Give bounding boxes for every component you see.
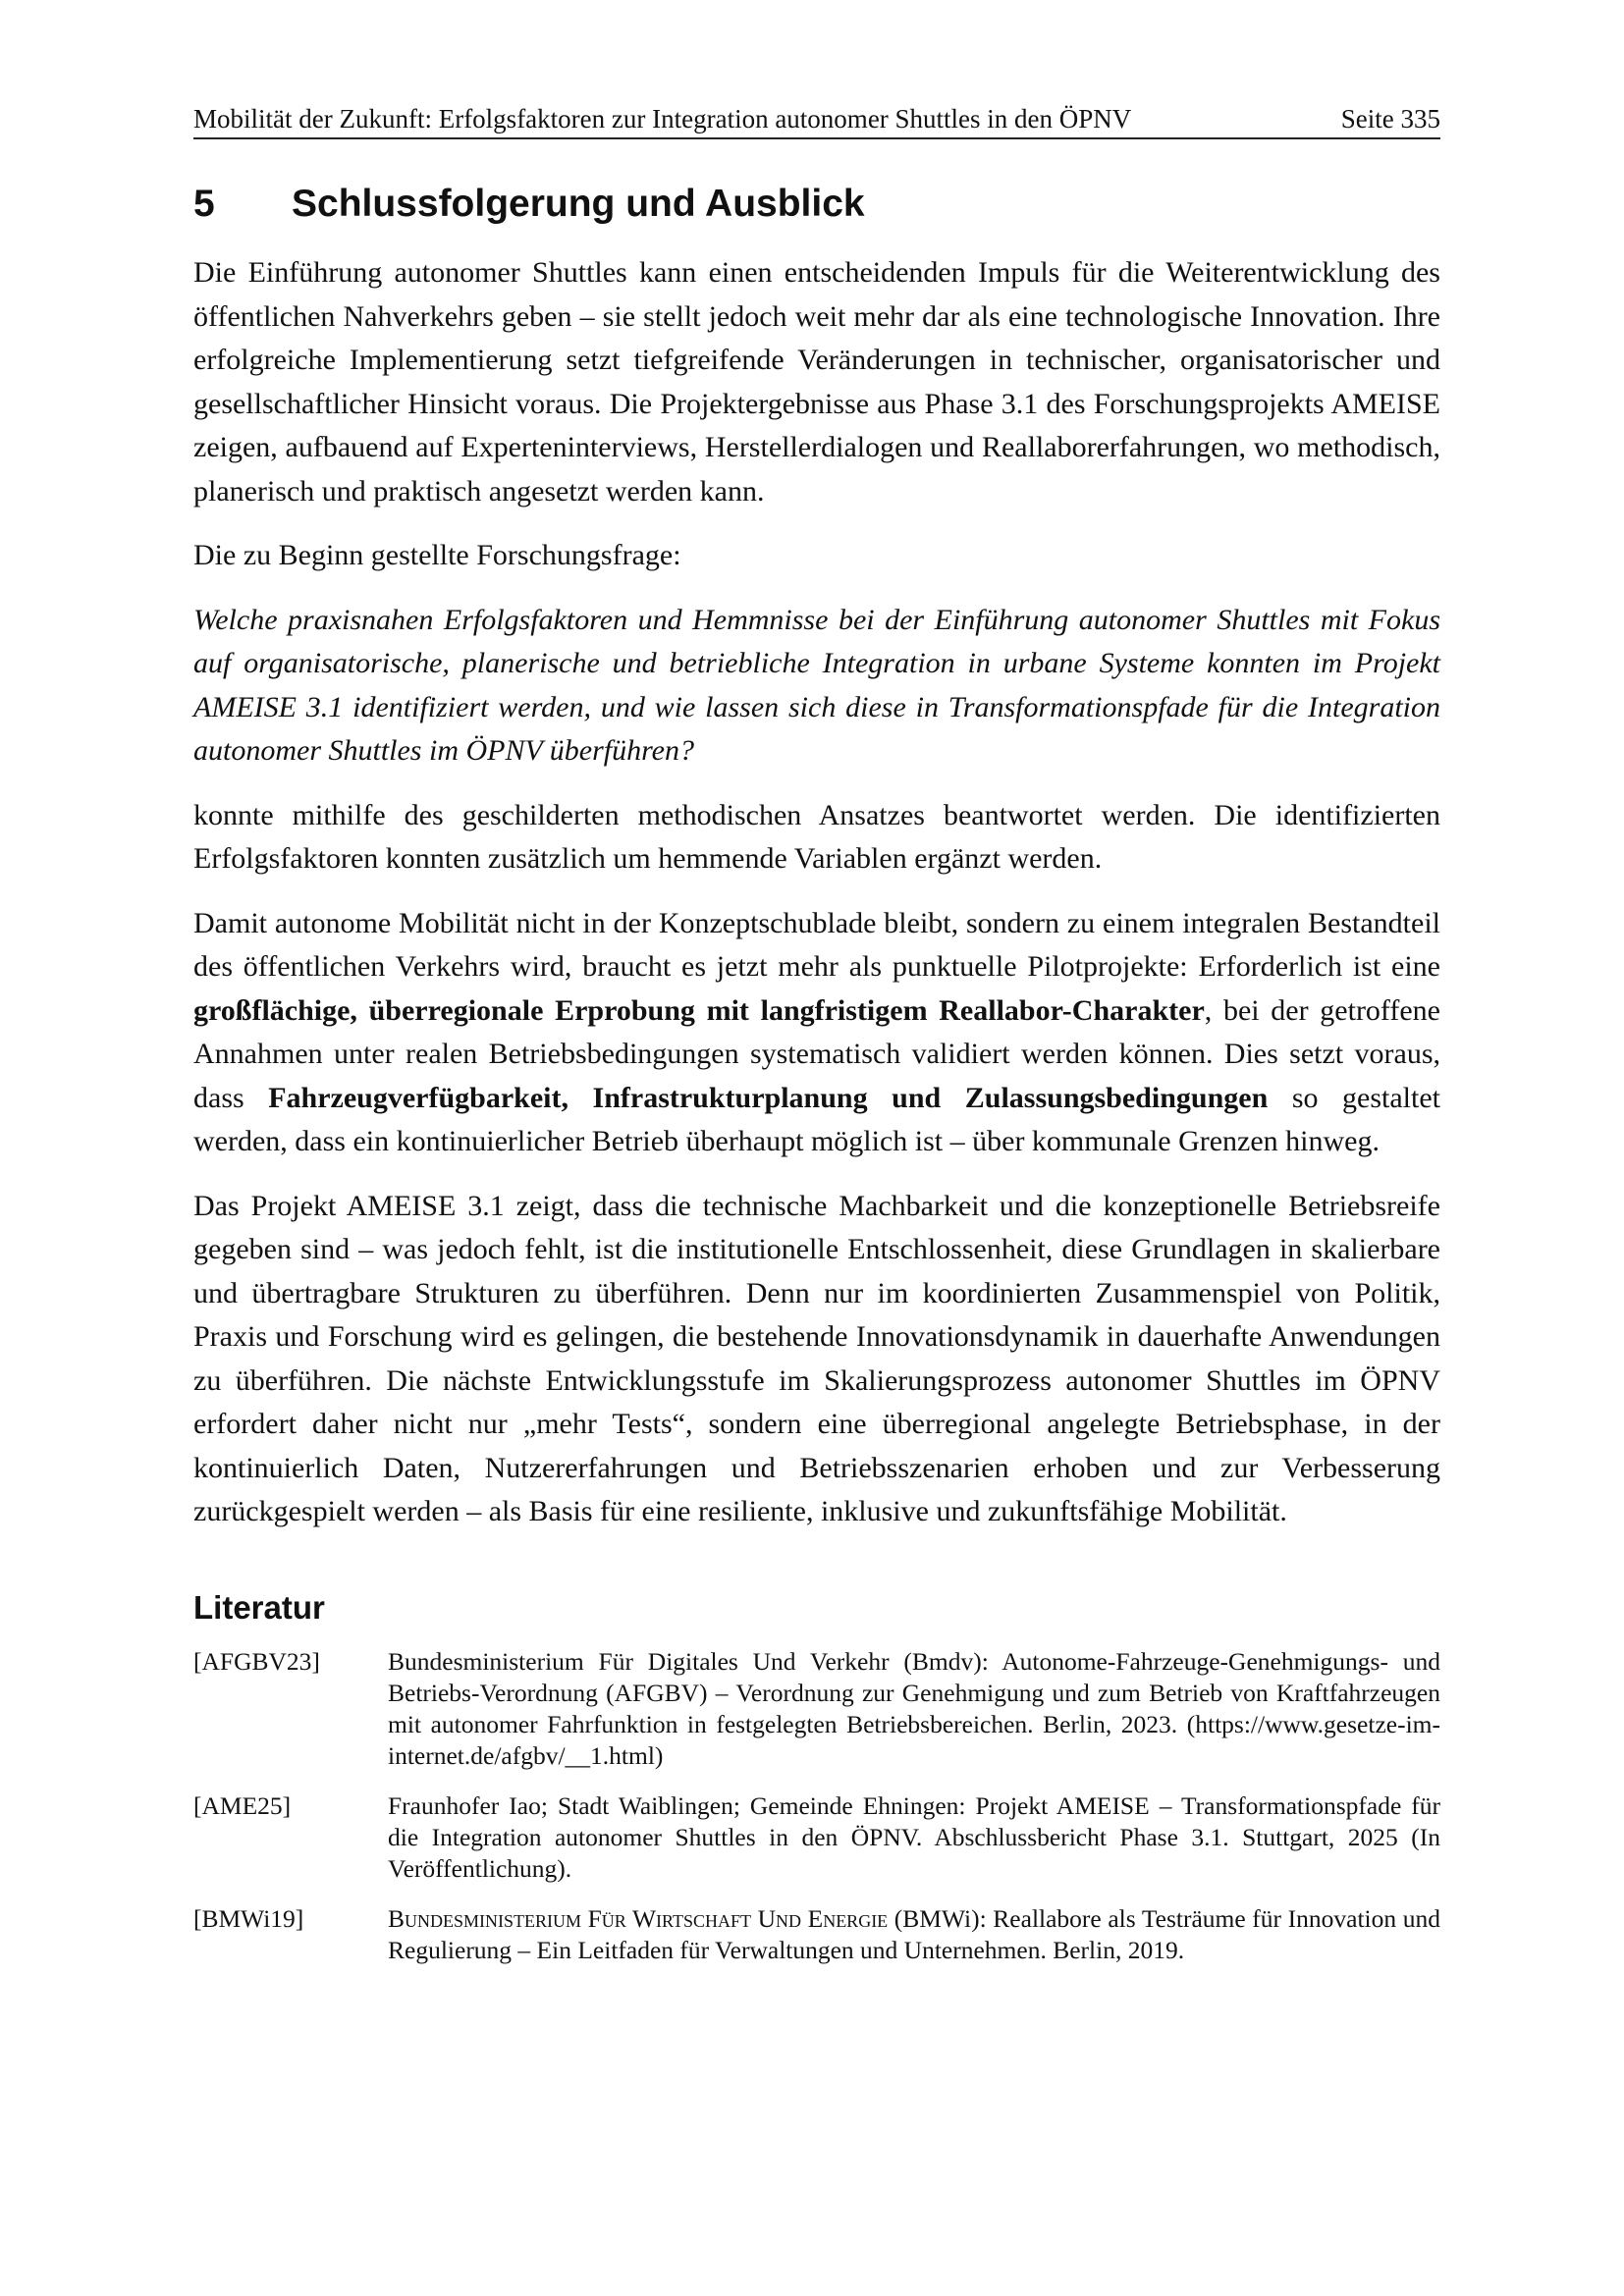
reference-text xyxy=(388,1903,1440,1966)
reference-text: Bundesministerium Für Digitales Und Verkehr (Bmdv): Autonome-Fahrzeuge-Genehmigungs- und Betriebs-Verordnung (AFGBV) – Verordnung zur Genehmigung und zum Betrieb von Kraftfahrzeugen mit autonomer Fahrfunktion in festgelegten Betriebsbereichen. Berlin, 2023. (https://www.gesetze-im-internet.de/afgbv/__1.html) xyxy=(388,1646,1440,1770)
reference-item xyxy=(193,1646,1440,1772)
reference-key: [BMWi19] xyxy=(193,1903,304,1933)
reference-rest: (BMWi): Reallabore als Testräume für Innovation und Regulierung – Ein Leitfaden für Verwaltungen und Unternehmen. Berlin, 2019. xyxy=(388,1903,1440,1964)
section-heading xyxy=(193,183,1440,226)
paragraph-intro: Die Einführung autonomer Shuttles kann einen entscheidenden Impuls für die Weiterentwicklung des öffentlichen Nahverkehrs geben – sie stellt jedoch weit mehr dar als eine technologische Innovation. Ihre erfolgreiche Implementierung setzt tiefgreifende Veränderungen in technischer, organisatorischer und gesellschaftlicher Hinsicht voraus. Die Projektergebnisse aus Phase 3.1 des Forschungsprojekts AMEISE zeigen, aufbauend auf Experteninterviews, Herstellerdialogen und Reallaborerfahrungen, wo methodisch, planerisch und praktisch angesetzt werden kann. xyxy=(193,256,1440,507)
text-run: , bei der getroffene Annahmen unter realen Betriebsbedingungen systematisch validiert werden können. Dies setzt voraus, dass xyxy=(193,993,1440,1114)
paragraph-outlook: Das Projekt AMEISE 3.1 zeigt, dass die technische Machbarkeit und die konzeptionelle Betriebsreife gegeben sind – was jedoch fehlt, ist die institutionelle Entschlossenheit, diese Grundlagen in skalierbare und übertragbare Strukturen zu überführen. Denn nur im koordinierten Zusammenspiel von Politik, Praxis und Forschung wird es gelingen, die bestehende Innovationsdynamik in dauerhafte Anwendungen zu überführen. Die nächste Entwicklungsstufe im Skalierungsprozess autonomer Shuttles im ÖPNV erfordert daher nicht nur „mehr Tests“, sondern eine überregional angelegte Betriebsphase, in der kontinuierlich Daten, Nutzererfahrungen und Betriebsszenarien erhoben und zur Verbesserung zurückgespielt werden – als Basis für eine resiliente, inklusive und zukunftsfähige Mobilität. xyxy=(193,1189,1440,1527)
research-question: Welche praxisnahen Erfolgsfaktoren und Hemmnisse bei der Einführung autonomer Shuttles mit Fokus auf organisatorische, planerische und betriebliche Integration in urbane Systeme konnten im Projekt AMEISE 3.1 identifiziert werden, und wie lassen sich diese in Transformationspfade für die Integration autonomer Shuttles im ÖPNV überführen? xyxy=(193,603,1440,767)
section-number: 5 xyxy=(193,183,215,225)
reference-key: [AME25] xyxy=(193,1790,292,1820)
reference-key: [AFGBV23] xyxy=(193,1646,320,1676)
literature-heading: Literatur xyxy=(193,1588,325,1626)
paragraph-answer: konnte mithilfe des geschilderten methodischen Ansatzes beantwortet werden. Die identifizierten Erfolgsfaktoren konnten zusätzlich um hemmende Variablen ergänzt werden. xyxy=(193,798,1440,875)
text-run: so gestaltet werden, dass ein kontinuierlicher Betrieb überhaupt möglich ist – über kommunale Grenzen hinweg. xyxy=(193,1081,1440,1157)
text-run: Damit autonome Mobilität nicht in der Konzeptschublade bleibt, sondern zu einem integralen Bestandteil des öffentlichen Verkehrs wird, braucht es jetzt mehr als punktuelle Pilotprojekte: Erforderlich ist eine xyxy=(193,906,1440,983)
reference-item xyxy=(193,1903,1440,1966)
paragraph-requirements xyxy=(193,902,1440,1164)
bold-phrase-erprobung: großflächige, überregionale Erprobung mit langfristigem Reallabor-Charakter xyxy=(193,993,1205,1027)
page-number: Seite 335 xyxy=(1340,104,1440,133)
running-header xyxy=(193,102,1440,139)
page xyxy=(193,102,1440,1985)
reference-text: Fraunhofer Iao; Stadt Waiblingen; Gemeinde Ehningen: Projekt AMEISE – Transformationspfade für die Integration autonomer Shuttles in den ÖPNV. Abschlussbericht Phase 3.1. Stuttgart, 2025 (In Veröffentlichung). xyxy=(388,1790,1440,1883)
paragraph-question-lead: Die zu Beginn gestellte Forschungsfrage: xyxy=(193,539,681,571)
reference-author: Bundesministerium Für Wirtschaft Und Energie xyxy=(388,1903,889,1933)
running-title: Mobilität der Zukunft: Erfolgsfaktoren zur Integration autonomer Shuttles in den ÖPNV xyxy=(193,104,1132,133)
bold-phrase-conditions: Fahrzeugverfügbarkeit, Infrastrukturplanung und Zulassungsbedingungen xyxy=(268,1081,1269,1114)
section-title: Schlussfolgerung und Ausblick xyxy=(292,183,865,225)
reference-item xyxy=(193,1790,1440,1885)
